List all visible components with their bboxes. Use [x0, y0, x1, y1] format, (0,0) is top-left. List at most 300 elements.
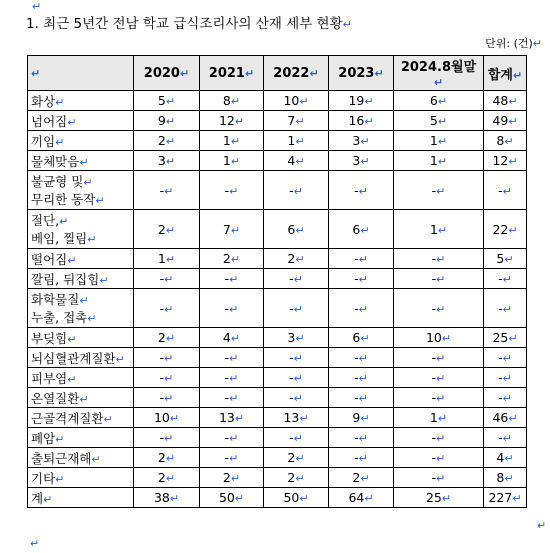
row-label: [28, 488, 134, 508]
paragraph-mark: ↵: [508, 95, 518, 108]
row-label: [28, 151, 134, 171]
paragraph-mark: ↵: [358, 302, 368, 316]
cell-value-text: 3: [287, 330, 296, 345]
cell-value-text: 25: [425, 490, 442, 505]
paragraph-mark: ↵: [164, 184, 174, 198]
cell-value: [134, 210, 200, 249]
table-row: [28, 468, 527, 488]
cell-value-text: -: [431, 450, 437, 465]
cell-value-text: -: [159, 430, 165, 445]
cell-value-text: -: [498, 300, 503, 316]
table-header-row: [28, 56, 527, 91]
row-label-text: 근골격계질환: [31, 410, 104, 426]
cell-value: [394, 171, 484, 210]
paragraph-mark: ↵: [43, 492, 53, 506]
paragraph-mark: ↵: [309, 66, 319, 80]
cell-value-text: -: [224, 182, 230, 198]
cell-value: [134, 328, 200, 348]
row-label-text: 물체맞음: [31, 153, 80, 169]
cell-value-text: -: [354, 430, 359, 445]
cell-value: [264, 348, 329, 368]
cell-value: [264, 151, 329, 171]
paragraph-mark: ↵: [165, 332, 176, 345]
cell-value: [200, 289, 264, 328]
paragraph-mark: ↵: [437, 95, 448, 108]
cell-value-text: 46: [492, 410, 509, 425]
paragraph-mark: ↵: [169, 412, 180, 425]
paragraph-mark: ↵: [30, 537, 40, 550]
paragraph-mark: ↵: [295, 115, 305, 128]
paragraph-mark: ↵: [360, 155, 370, 168]
paragraph-mark: ↵: [293, 392, 303, 405]
row-label: [28, 368, 134, 388]
paragraph-mark: ↵: [502, 432, 512, 445]
table-row: [28, 428, 527, 448]
cell-value: [484, 289, 527, 328]
paragraph-mark: ↵: [436, 372, 446, 385]
paragraph-mark: ↵: [436, 452, 446, 465]
column-header: [484, 56, 527, 91]
cell-value-text: 16: [348, 113, 365, 128]
cell-value: [134, 151, 200, 171]
cell-value-text: -: [159, 350, 165, 365]
cell-value-text: 2: [157, 330, 166, 345]
cell-value: [200, 269, 264, 289]
cell-value-text: 4: [222, 330, 231, 345]
cell-value-text: -: [498, 390, 503, 405]
table-row: [28, 269, 527, 289]
paragraph-mark: ↵: [164, 432, 174, 445]
paragraph-mark: ↵: [295, 332, 305, 345]
paragraph-mark: ↵: [169, 492, 180, 505]
cell-value-text: 3: [352, 133, 361, 148]
cell-value-text: 2: [157, 450, 166, 465]
paragraph-mark: ↵: [436, 472, 446, 485]
row-label-text: 화학물질: [31, 292, 80, 307]
paragraph-mark: ↵: [508, 155, 518, 168]
cell-value-text: -: [159, 182, 165, 198]
paragraph-mark: ↵: [295, 452, 305, 465]
cell-value: [200, 171, 264, 210]
paragraph-mark: ↵: [437, 223, 448, 237]
paragraph-mark: ↵: [295, 253, 305, 266]
table-row: [28, 289, 527, 328]
table-row: [28, 408, 527, 428]
cell-value-text: -: [431, 271, 437, 286]
paragraph-mark: ↵: [293, 302, 303, 316]
column-header-text: 2024.8월말: [400, 60, 477, 75]
cell-value: [329, 249, 394, 269]
cell-value-text: -: [224, 300, 230, 316]
cell-value-text: -: [159, 300, 165, 316]
cell-value-text: 25: [492, 330, 509, 345]
column-header-text: 2021: [208, 65, 245, 81]
row-label-text: 떨어짐: [31, 251, 68, 267]
cell-value: [484, 210, 527, 249]
injury-stats-table: [27, 55, 527, 508]
cell-value-text: -: [354, 182, 359, 198]
cell-value-text: -: [224, 350, 230, 365]
cell-value: [200, 428, 264, 448]
cell-value-text: 2: [287, 251, 296, 266]
paragraph-mark: ↵: [360, 135, 370, 148]
paragraph-mark: ↵: [437, 135, 448, 148]
paragraph-mark: ↵: [115, 352, 125, 366]
paragraph-mark: ↵: [299, 492, 309, 505]
cell-value: [329, 91, 394, 111]
cell-value: [394, 210, 484, 249]
paragraph-mark: ↵: [55, 135, 65, 149]
paragraph-mark: ↵: [165, 135, 176, 148]
cell-value-text: -: [431, 182, 437, 198]
cell-value: [329, 468, 394, 488]
column-header: [200, 56, 264, 91]
cell-value: [134, 388, 200, 408]
paragraph-mark: ↵: [436, 302, 446, 316]
cell-value: [200, 388, 264, 408]
table-row: [28, 111, 527, 131]
paragraph-mark: ↵: [165, 95, 176, 108]
paragraph-mark: ↵: [55, 472, 65, 486]
cell-value: [329, 428, 394, 448]
paragraph-mark: ↵: [374, 66, 384, 80]
row-label: [28, 91, 134, 111]
paragraph-mark: ↵: [360, 472, 370, 485]
paragraph-mark: ↵: [55, 95, 65, 109]
cell-value: [394, 91, 484, 111]
paragraph-mark: ↵: [437, 412, 448, 425]
paragraph-mark: ↵: [293, 184, 303, 198]
paragraph-mark: ↵: [437, 115, 448, 128]
cell-value-text: -: [289, 300, 294, 316]
row-label: [28, 448, 134, 468]
row-label-text: 기타: [31, 470, 56, 486]
column-header: [329, 56, 394, 91]
cell-value: [264, 249, 329, 269]
cell-value-text: 3: [352, 153, 361, 168]
cell-value: [134, 171, 200, 210]
column-header: [28, 56, 134, 91]
cell-value-text: 1: [287, 133, 296, 148]
cell-value-text: -: [159, 390, 165, 405]
row-label: [28, 171, 134, 210]
paragraph-mark: ↵: [433, 76, 444, 89]
cell-value: [484, 269, 527, 289]
paragraph-mark: ↵: [295, 155, 305, 168]
table-row: [28, 448, 527, 468]
cell-value: [200, 111, 264, 131]
cell-value: [200, 91, 264, 111]
table-body: [28, 91, 527, 508]
cell-value: [394, 131, 484, 151]
cell-value-text: 1: [429, 410, 438, 425]
cell-value: [200, 488, 264, 508]
cell-value-text: 1: [157, 251, 166, 266]
paragraph-mark: ↵: [537, 519, 547, 532]
cell-value: [200, 210, 264, 249]
cell-value: [394, 348, 484, 368]
paragraph-mark: ↵: [358, 452, 368, 465]
row-label-text: 절단,: [31, 213, 60, 228]
table-row: [28, 388, 527, 408]
cell-value: [134, 448, 200, 468]
column-header-text: 2020: [143, 65, 180, 81]
cell-value-text: 2: [287, 470, 296, 485]
cell-value-text: 10: [425, 330, 442, 345]
row-label-text: 출퇴근재해: [31, 450, 92, 466]
paragraph-mark: ↵: [79, 392, 89, 406]
paragraph-mark: ↵: [165, 472, 176, 485]
cell-value-text: -: [431, 430, 437, 445]
paragraph-mark: ↵: [229, 452, 239, 465]
cell-value-text: -: [224, 390, 230, 405]
cell-value: [394, 428, 484, 448]
cell-value: [484, 91, 527, 111]
cell-value: [134, 368, 200, 388]
cell-value-text: -: [289, 370, 294, 385]
row-label-text: 베임, 찔림: [31, 231, 88, 246]
paragraph-mark: ↵: [95, 194, 105, 207]
cell-value-text: 22: [492, 221, 509, 237]
paragraph-mark: ↵: [230, 135, 241, 148]
paragraph-mark: ↵: [230, 95, 241, 108]
paragraph-mark: ↵: [164, 392, 174, 405]
paragraph-mark: ↵: [295, 223, 305, 237]
paragraph-mark: ↵: [99, 273, 109, 287]
paragraph-mark: ↵: [364, 95, 374, 108]
table-row: [28, 210, 527, 249]
paragraph-mark: ↵: [293, 372, 303, 385]
table-row: [28, 91, 527, 111]
cell-value: [200, 249, 264, 269]
cell-value: [329, 131, 394, 151]
cell-value: [484, 171, 527, 210]
cell-value: [484, 468, 527, 488]
cell-value: [394, 468, 484, 488]
paragraph-mark: ↵: [87, 233, 97, 246]
cell-value-text: -: [354, 390, 359, 405]
paragraph-mark: ↵: [165, 155, 176, 168]
row-label: [28, 131, 134, 151]
paragraph-mark: ↵: [164, 372, 174, 385]
row-label: [28, 289, 134, 328]
cell-value-text: 49: [492, 113, 509, 128]
cell-value-text: 8: [496, 470, 505, 485]
cell-value: [200, 131, 264, 151]
paragraph-mark: ↵: [508, 115, 518, 128]
row-label: [28, 468, 134, 488]
cell-value-text: -: [431, 300, 437, 316]
cell-value: [200, 348, 264, 368]
cell-value: [484, 328, 527, 348]
cell-value-text: 9: [157, 113, 166, 128]
paragraph-mark: ↵: [508, 412, 518, 425]
table-row: [28, 249, 527, 269]
row-label-text: 끼임: [31, 133, 56, 149]
table-row: [28, 348, 527, 368]
document-title: 1. 최근 5년간 전남 학교 급식조리사의 산재 세부 현황↵: [26, 16, 352, 32]
cell-value-text: -: [354, 350, 359, 365]
column-header-text: 합계: [487, 67, 513, 83]
paragraph-mark: ↵: [229, 273, 239, 286]
cell-value: [394, 289, 484, 328]
row-label: [28, 348, 134, 368]
cell-value: [329, 328, 394, 348]
paragraph-mark: ↵: [504, 253, 514, 266]
paragraph-mark: ↵: [436, 253, 446, 266]
cell-value-text: -: [354, 370, 359, 385]
column-header-text: 2023: [338, 65, 375, 81]
cell-value-text: 2: [287, 450, 296, 465]
cell-value: [134, 91, 200, 111]
cell-value-text: 7: [222, 221, 231, 237]
cell-value: [394, 408, 484, 428]
paragraph-mark: ↵: [358, 273, 368, 286]
cell-value-text: 2: [157, 470, 166, 485]
cell-value: [394, 249, 484, 269]
cell-value: [394, 151, 484, 171]
cell-value: [134, 249, 200, 269]
cell-value: [329, 269, 394, 289]
cell-value-text: 8: [222, 93, 231, 108]
row-label-text: 깔림, 뒤집힘: [31, 271, 100, 287]
cell-value-text: 50: [283, 490, 300, 505]
row-label-text: 폐암: [31, 430, 56, 446]
cell-value: [264, 289, 329, 328]
cell-value-text: 8: [496, 133, 505, 148]
cell-value-text: 2: [352, 470, 361, 485]
cell-value: [329, 171, 394, 210]
cell-value-text: 227: [488, 490, 513, 505]
cell-value: [394, 111, 484, 131]
paragraph-mark: ↵: [293, 432, 303, 445]
cell-value-text: 9: [352, 410, 361, 425]
cell-value-text: 12: [218, 113, 235, 128]
row-label: [28, 388, 134, 408]
cell-value: [394, 388, 484, 408]
paragraph-mark: ↵: [502, 302, 512, 316]
paragraph-mark: ↵: [103, 412, 113, 426]
cell-value: [394, 488, 484, 508]
paragraph-mark: ↵: [364, 115, 374, 128]
cell-value-text: 6: [429, 93, 438, 108]
paragraph-mark: ↵: [234, 412, 245, 425]
paragraph-mark: ↵: [295, 472, 305, 485]
cell-value: [134, 468, 200, 488]
cell-value-text: -: [159, 370, 165, 385]
row-label: [28, 328, 134, 348]
cell-value: [484, 448, 527, 468]
row-label-text: 피부염: [31, 370, 68, 386]
cell-value-text: 38: [153, 490, 170, 505]
cell-value: [484, 428, 527, 448]
cell-value: [329, 368, 394, 388]
paragraph-mark: ↵: [437, 155, 448, 168]
cell-value: [264, 428, 329, 448]
paragraph-mark: ↵: [436, 392, 446, 405]
table-row: [28, 328, 527, 348]
paragraph-mark: ↵: [67, 332, 77, 346]
paragraph-mark: ↵: [230, 332, 241, 345]
cell-value: [484, 368, 527, 388]
paragraph-mark: ↵: [358, 184, 368, 198]
row-label: [28, 269, 134, 289]
paragraph-mark: ↵: [364, 492, 374, 505]
cell-value: [394, 368, 484, 388]
paragraph-mark: ↵: [293, 273, 303, 286]
cell-value: [484, 348, 527, 368]
column-header: [264, 56, 329, 91]
cell-value: [329, 111, 394, 131]
cell-value-text: 4: [496, 450, 505, 465]
cell-value: [329, 348, 394, 368]
cell-value-text: 2: [157, 221, 166, 237]
unit-label: 단위: (건)↵: [485, 37, 542, 50]
paragraph-mark: ↵: [504, 135, 514, 148]
paragraph-mark: ↵: [83, 176, 93, 189]
paragraph-mark: ↵: [165, 253, 176, 266]
cell-value-text: -: [498, 370, 503, 385]
paragraph-mark: ↵: [532, 37, 542, 50]
cell-value-text: -: [224, 370, 230, 385]
table-row: [28, 131, 527, 151]
cell-value-text: -: [431, 370, 437, 385]
cell-value-text: 12: [492, 153, 509, 168]
paragraph-mark: ↵: [502, 273, 512, 286]
paragraph-mark: ↵: [229, 392, 239, 405]
paragraph-mark: ↵: [87, 312, 97, 325]
cell-value: [329, 408, 394, 428]
row-label-text: 계: [31, 490, 44, 506]
cell-value-text: 1: [429, 153, 438, 168]
cell-value: [134, 131, 200, 151]
cell-value: [134, 488, 200, 508]
paragraph-mark: ↵: [55, 432, 65, 446]
cell-value: [264, 408, 329, 428]
paragraph-mark: ↵: [229, 372, 239, 385]
paragraph-mark: ↵: [358, 253, 368, 266]
cell-value-text: -: [354, 271, 359, 286]
paragraph-mark: ↵: [299, 412, 309, 425]
paragraph-mark: ↵: [502, 392, 512, 405]
row-label-text: 부딪힘: [31, 330, 68, 346]
cell-value-text: 2: [222, 251, 231, 266]
paragraph-mark: ↵: [502, 372, 512, 385]
paragraph-mark: ↵: [358, 372, 368, 385]
cell-value: [134, 428, 200, 448]
cell-value: [264, 468, 329, 488]
cell-value-text: 5: [157, 93, 166, 108]
row-label-text: 온열질환: [31, 390, 80, 406]
paragraph-mark: ↵: [59, 215, 69, 228]
cell-value: [200, 368, 264, 388]
paragraph-mark: ↵: [436, 273, 446, 286]
cell-value-text: -: [431, 350, 437, 365]
cell-value-text: -: [224, 271, 230, 286]
cell-value: [329, 210, 394, 249]
paragraph-mark: ↵: [164, 302, 174, 316]
cell-value-text: 2: [222, 470, 231, 485]
cell-value-text: -: [289, 271, 294, 286]
cell-value: [264, 269, 329, 289]
paragraph-mark: ↵: [165, 223, 176, 237]
paragraph-mark: ↵: [230, 155, 241, 168]
paragraph-mark: ↵: [244, 66, 255, 80]
cell-value: [134, 111, 200, 131]
paragraph-mark: ↵: [358, 352, 368, 365]
cell-value: [134, 408, 200, 428]
cell-value: [484, 131, 527, 151]
